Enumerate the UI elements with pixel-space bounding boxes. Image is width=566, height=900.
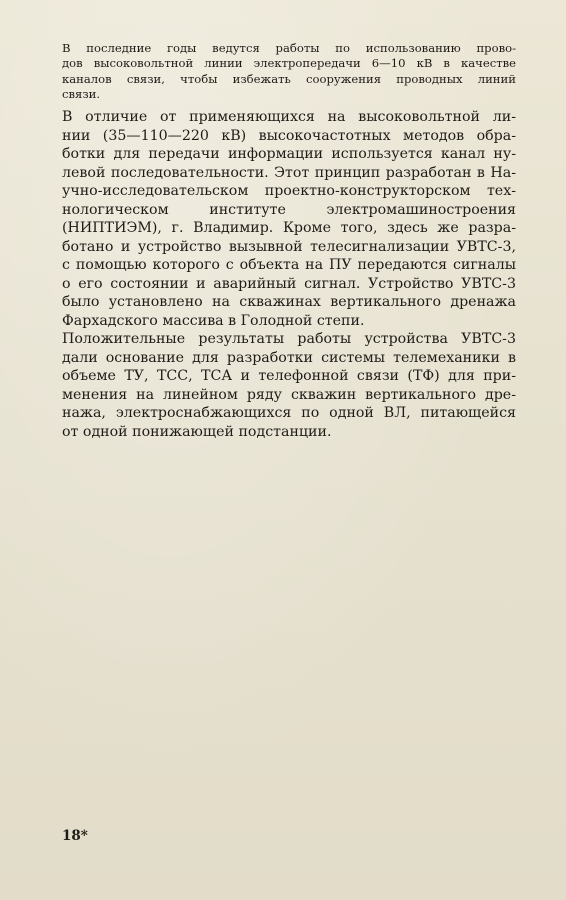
text-line: В отличие от применяющихся на высоковольтной ли- xyxy=(62,109,516,125)
paragraph-2 xyxy=(62,330,516,441)
text-line: Фархадского массива в Голодной степи. xyxy=(62,312,365,329)
paragraph-1 xyxy=(62,108,516,330)
text-line: учно-исследовательском проектно-конструкторском тех- xyxy=(62,183,516,199)
text-line: с помощью которого с объекта на ПУ передаются сигналы xyxy=(62,257,516,273)
note-line: связи. xyxy=(62,87,101,102)
note-line: дов высоковольтной линии электропередачи 6—10 кВ в качестве xyxy=(62,56,516,71)
text-line: нологическом институте электромашиностроения xyxy=(62,201,516,218)
text-line: (НИПТИЭМ), г. Владимир. Кроме того, здесь же разра- xyxy=(62,220,516,236)
note-line: В последние годы ведутся работы по использованию прово- xyxy=(62,41,516,55)
intro-note xyxy=(62,41,516,103)
text-line: левой последовательности. Этот принцип разработан в На- xyxy=(62,164,516,181)
text-line: от одной понижающей подстанции. xyxy=(62,423,332,440)
text-line: ботки для передачи информации используется канал ну- xyxy=(62,146,516,162)
text-line: дали основание для разработки системы телемеханики в xyxy=(62,349,516,366)
text-line: менения на линейном ряду скважин вертикального дре- xyxy=(62,386,516,403)
note-line: каналов связи, чтобы избежать сооружения проводных линий xyxy=(62,71,516,86)
text-line: Положительные результаты работы устройства УВТС-3 xyxy=(62,331,516,347)
text-line: о его состоянии и аварийный сигнал. Устройство УВТС-3 xyxy=(62,275,516,292)
text-line: объеме ТУ, ТСС, ТСА и телефонной связи (ТФ) для при- xyxy=(62,368,516,384)
text-line: было установлено на скважинах вертикального дренажа xyxy=(62,294,516,310)
text-line: нии (35—110—220 кВ) высокочастотных методов обра- xyxy=(62,127,516,144)
text-line: ботано и устройство вызывной телесигнализации УВТС-3, xyxy=(62,238,516,255)
page-number: 18* xyxy=(62,828,88,844)
main-text xyxy=(62,108,516,441)
text-line: нажа, электроснабжающихся по одной ВЛ, питающейся xyxy=(62,405,516,421)
